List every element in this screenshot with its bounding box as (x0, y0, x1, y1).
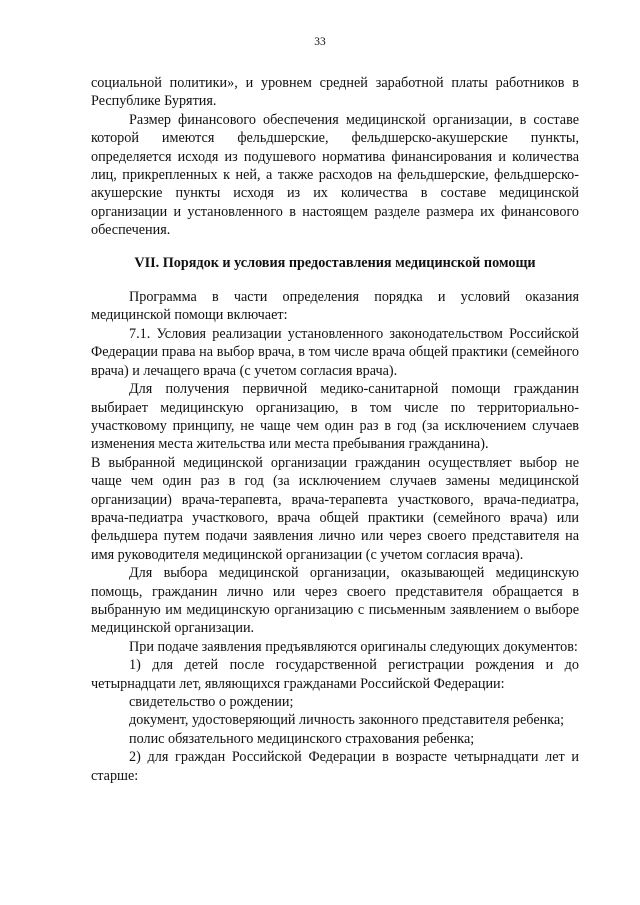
paragraph: Для выбора медицинской организации, оказывающей медицинскую помощь, гражданин лично или через своего представителя обращается в выбранную им медицинскую организацию с письменным заявлением о выборе медицинской организации. (91, 565, 579, 637)
paragraph: свидетельство о рождении; (129, 694, 294, 710)
page-number: 33 (314, 36, 326, 48)
section-heading: VII. Порядок и условия предоставления медицинской помощи (134, 254, 536, 271)
paragraph: документ, удостоверяющий личность законного представителя ребенка; (129, 712, 565, 729)
document-body (91, 74, 579, 785)
paragraph: Программа в части определения порядка и условий оказания медицинской помощи включает: (91, 289, 579, 324)
paragraph: В выбранной медицинской организации гражданин осуществляет выбор не чаще чем один раз в год (за исключением случаев замены медицинской организации) врача-терапевта, врача-терапевта участкового, врача-педиатра, врача-педиатра участкового, врача общей практики (семейного врача) или фельдшера путем подачи заявления лично или через своего представителя на имя руководителя медицинской организации (с учетом согласия врача). (91, 454, 579, 563)
paragraph: 1) для детей после государственной регистрации рождения и до четырнадцати лет, являющихся гражданами Российской Федерации: (91, 657, 579, 692)
paragraph: полис обязательного медицинского страхования ребенка; (129, 730, 475, 747)
paragraph: социальной политики», и уровнем средней заработной платы работников в Республике Бурятия. (91, 75, 579, 110)
paragraph: Для получения первичной медико-санитарной помощи гражданин выбирает медицинскую организацию, в том числе по территориально-участковому принципу, не чаще чем один раз в год (за исключением случаев изменения места жительства или места пребывания гражданина). (91, 381, 579, 453)
paragraph: 2) для граждан Российской Федерации в возрасте четырнадцати лет и старше: (91, 749, 579, 784)
paragraph: Размер финансового обеспечения медицинской организации, в составе которой имеются фельдшерские, фельдшерско-акушерские пункты, определяется исходя из подушевого норматива финансирования и количества лиц, прикрепленных к ней, а также расходов на фельдшерские, фельдшерско-акушерские пункты исходя из их количества в составе медицинской организации и установленного в настоящем разделе размера их финансового обеспечения. (91, 111, 579, 239)
paragraph: 7.1. Условия реализации установленного законодательством Российской Федерации права на выбор врача, в том числе врача общей практики (семейного врача) и лечащего врача (с учетом согласия врача). (91, 325, 579, 379)
paragraph: При подаче заявления предъявляются оригиналы следующих документов: (129, 638, 578, 655)
